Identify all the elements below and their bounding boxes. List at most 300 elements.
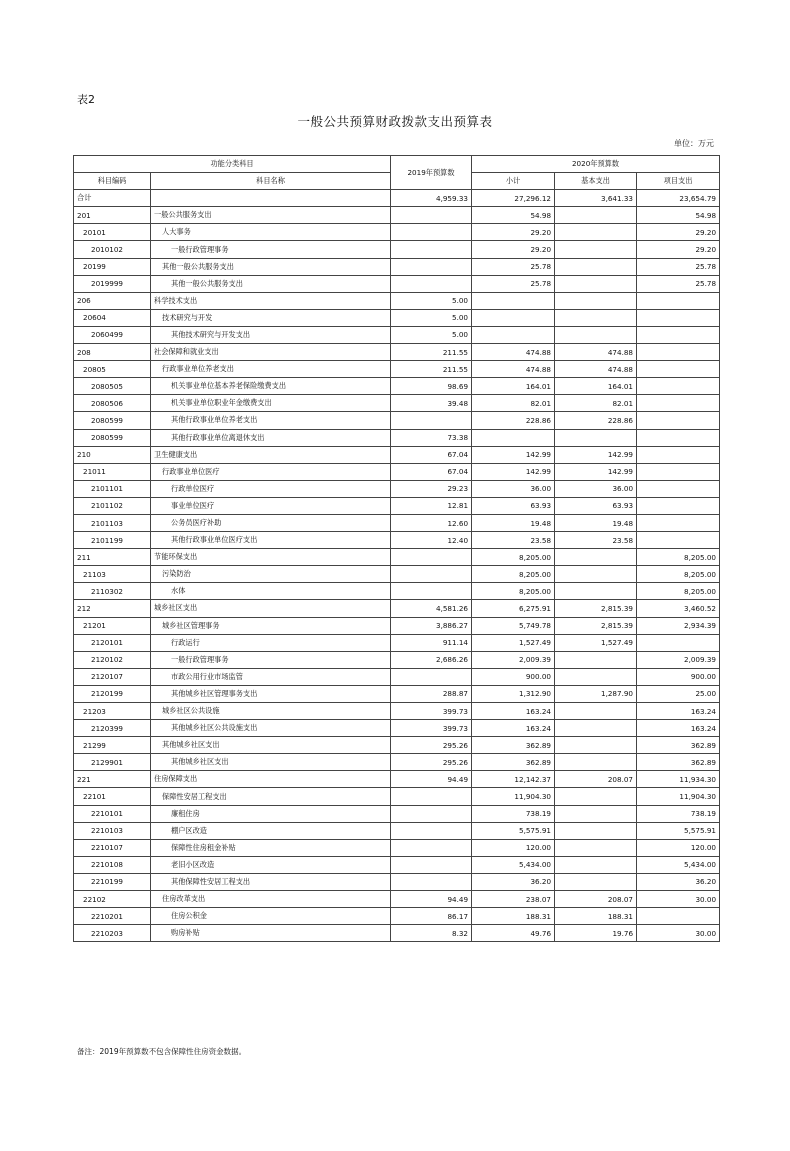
row-subtotal: 11,904.30 (472, 788, 555, 805)
row-budget-2019: 295.26 (391, 754, 472, 771)
row-basic (555, 224, 637, 241)
row-subtotal: 54.98 (472, 207, 555, 224)
row-name: 城乡社区公共设施 (151, 703, 391, 720)
table-row (74, 891, 720, 908)
row-project (637, 634, 720, 651)
row-basic (555, 566, 637, 583)
row-code: 212 (74, 600, 151, 617)
row-name: 棚户区改造 (151, 822, 391, 839)
row-budget-2019: 399.73 (391, 703, 472, 720)
row-basic: 23.58 (555, 532, 637, 549)
row-name: 购房补贴 (151, 925, 391, 942)
row-name: 老旧小区改造 (151, 856, 391, 873)
row-code: 2120107 (74, 668, 151, 685)
table-row (74, 207, 720, 224)
row-project: 362.89 (637, 754, 720, 771)
row-code: 2120199 (74, 685, 151, 702)
row-code: 2120399 (74, 720, 151, 737)
row-basic (555, 583, 637, 600)
row-code: 2210103 (74, 822, 151, 839)
row-project: 8,205.00 (637, 549, 720, 566)
row-subtotal (472, 292, 555, 309)
row-subtotal: 228.86 (472, 412, 555, 429)
row-budget-2019: 86.17 (391, 908, 472, 925)
row-basic: 1,287.90 (555, 685, 637, 702)
table-row (74, 583, 720, 600)
row-subtotal: 164.01 (472, 378, 555, 395)
row-subtotal: 142.99 (472, 463, 555, 480)
row-subtotal: 25.78 (472, 275, 555, 292)
row-budget-2019 (391, 207, 472, 224)
row-budget-2019: 39.48 (391, 395, 472, 412)
table-row (74, 839, 720, 856)
row-code: 2120102 (74, 651, 151, 668)
row-budget-2019: 399.73 (391, 720, 472, 737)
row-subtotal: 6,275.91 (472, 600, 555, 617)
budget-table (73, 155, 720, 942)
row-project: 23,654.79 (637, 190, 720, 207)
row-project (637, 480, 720, 497)
row-name: 城乡社区管理事务 (151, 617, 391, 634)
table-row (74, 668, 720, 685)
row-name: 人大事务 (151, 224, 391, 241)
row-budget-2019: 12.60 (391, 514, 472, 531)
row-project: 30.00 (637, 925, 720, 942)
row-code: 2101101 (74, 480, 151, 497)
table-row (74, 309, 720, 326)
row-code: 20101 (74, 224, 151, 241)
row-subtotal (472, 309, 555, 326)
row-budget-2019: 12.40 (391, 532, 472, 549)
table-row (74, 925, 720, 942)
table-row (74, 720, 720, 737)
row-project: 362.89 (637, 737, 720, 754)
row-code: 208 (74, 344, 151, 361)
row-basic (555, 856, 637, 873)
row-code: 21201 (74, 617, 151, 634)
row-project: 738.19 (637, 805, 720, 822)
row-budget-2019: 211.55 (391, 361, 472, 378)
unit-label: 单位：万元 (674, 139, 714, 148)
row-budget-2019 (391, 873, 472, 890)
row-project (637, 412, 720, 429)
row-code: 2010102 (74, 241, 151, 258)
row-code: 2101103 (74, 514, 151, 531)
row-name: 其他城乡社区支出 (151, 737, 391, 754)
row-budget-2019: 5.00 (391, 292, 472, 309)
row-budget-2019 (391, 805, 472, 822)
row-budget-2019 (391, 412, 472, 429)
row-project: 2,009.39 (637, 651, 720, 668)
row-budget-2019: 94.49 (391, 771, 472, 788)
row-project (637, 497, 720, 514)
row-subtotal: 25.78 (472, 258, 555, 275)
row-basic (555, 258, 637, 275)
row-subtotal: 1,312.90 (472, 685, 555, 702)
row-name: 一般行政管理事务 (151, 651, 391, 668)
row-code: 2101199 (74, 532, 151, 549)
row-subtotal: 474.88 (472, 344, 555, 361)
row-project (637, 326, 720, 343)
table-row (74, 275, 720, 292)
code-header: 科目编码 (74, 173, 151, 190)
table-row (74, 651, 720, 668)
row-project (637, 378, 720, 395)
table-row (74, 873, 720, 890)
row-budget-2019: 29.23 (391, 480, 472, 497)
row-subtotal: 29.20 (472, 241, 555, 258)
table-row (74, 326, 720, 343)
row-budget-2019: 911.14 (391, 634, 472, 651)
row-name: 机关事业单位职业年金缴费支出 (151, 395, 391, 412)
row-subtotal: 238.07 (472, 891, 555, 908)
row-name: 保障性安居工程支出 (151, 788, 391, 805)
row-code: 2210107 (74, 839, 151, 856)
table-row (74, 497, 720, 514)
row-budget-2019: 5.00 (391, 309, 472, 326)
row-project: 54.98 (637, 207, 720, 224)
row-project: 25.78 (637, 275, 720, 292)
row-subtotal: 2,009.39 (472, 651, 555, 668)
row-code: 2210203 (74, 925, 151, 942)
row-basic: 19.76 (555, 925, 637, 942)
row-name: 事业单位医疗 (151, 497, 391, 514)
row-project: 11,934.30 (637, 771, 720, 788)
project-header: 项目支出 (637, 173, 720, 190)
row-budget-2019: 4,581.26 (391, 600, 472, 617)
row-project: 29.20 (637, 224, 720, 241)
row-budget-2019: 211.55 (391, 344, 472, 361)
row-code: 20199 (74, 258, 151, 275)
row-budget-2019: 3,886.27 (391, 617, 472, 634)
row-code: 2080506 (74, 395, 151, 412)
row-name: 行政事业单位养老支出 (151, 361, 391, 378)
table-body (74, 190, 720, 942)
row-project (637, 463, 720, 480)
row-basic (555, 822, 637, 839)
table-row (74, 822, 720, 839)
table-row (74, 788, 720, 805)
row-budget-2019: 295.26 (391, 737, 472, 754)
row-budget-2019 (391, 822, 472, 839)
row-name: 其他技术研究与开发支出 (151, 326, 391, 343)
row-name: 其他城乡社区公共设施支出 (151, 720, 391, 737)
row-project (637, 514, 720, 531)
table-header (74, 156, 720, 190)
table-row (74, 344, 720, 361)
row-code: 2210101 (74, 805, 151, 822)
row-basic (555, 788, 637, 805)
row-subtotal: 8,205.00 (472, 549, 555, 566)
row-basic (555, 207, 637, 224)
row-code: 21011 (74, 463, 151, 480)
table-row (74, 190, 720, 207)
table-row (74, 685, 720, 702)
row-code: 21299 (74, 737, 151, 754)
row-budget-2019 (391, 668, 472, 685)
row-project: 8,205.00 (637, 566, 720, 583)
row-name: 市政公用行业市场监管 (151, 668, 391, 685)
row-budget-2019 (391, 549, 472, 566)
table-row (74, 600, 720, 617)
row-basic: 142.99 (555, 463, 637, 480)
row-subtotal: 362.89 (472, 737, 555, 754)
row-subtotal: 1,527.49 (472, 634, 555, 651)
table-row (74, 241, 720, 258)
row-name: 科学技术支出 (151, 292, 391, 309)
row-code: 221 (74, 771, 151, 788)
row-code: 20604 (74, 309, 151, 326)
row-project: 5,434.00 (637, 856, 720, 873)
table-row (74, 429, 720, 446)
row-project (637, 446, 720, 463)
table-row (74, 771, 720, 788)
row-basic: 208.07 (555, 891, 637, 908)
row-basic (555, 309, 637, 326)
row-subtotal: 8,205.00 (472, 583, 555, 600)
row-basic (555, 326, 637, 343)
row-name: 技术研究与开发 (151, 309, 391, 326)
row-name: 一般公共服务支出 (151, 207, 391, 224)
budget-2020-header: 2020年预算数 (472, 156, 720, 173)
table-row (74, 634, 720, 651)
row-name (151, 190, 391, 207)
row-code: 合计 (74, 190, 151, 207)
row-name: 社会保障和就业支出 (151, 344, 391, 361)
row-code: 2210201 (74, 908, 151, 925)
row-project: 8,205.00 (637, 583, 720, 600)
row-basic: 63.93 (555, 497, 637, 514)
row-project: 36.20 (637, 873, 720, 890)
table-row (74, 532, 720, 549)
row-basic (555, 668, 637, 685)
row-project: 29.20 (637, 241, 720, 258)
row-code: 2080599 (74, 429, 151, 446)
row-basic: 82.01 (555, 395, 637, 412)
row-project: 25.00 (637, 685, 720, 702)
row-project (637, 908, 720, 925)
table-row (74, 361, 720, 378)
row-budget-2019: 98.69 (391, 378, 472, 395)
row-project (637, 395, 720, 412)
row-basic: 19.48 (555, 514, 637, 531)
table-row (74, 514, 720, 531)
row-subtotal: 142.99 (472, 446, 555, 463)
row-code: 206 (74, 292, 151, 309)
row-subtotal: 362.89 (472, 754, 555, 771)
row-project (637, 309, 720, 326)
row-project: 3,460.52 (637, 600, 720, 617)
row-name: 公务员医疗补助 (151, 514, 391, 531)
row-budget-2019 (391, 566, 472, 583)
row-project (637, 361, 720, 378)
table-row (74, 703, 720, 720)
row-basic: 142.99 (555, 446, 637, 463)
row-basic: 208.07 (555, 771, 637, 788)
table-row (74, 378, 720, 395)
row-subtotal: 738.19 (472, 805, 555, 822)
row-subtotal (472, 326, 555, 343)
row-subtotal: 163.24 (472, 703, 555, 720)
table-row (74, 549, 720, 566)
row-budget-2019 (391, 839, 472, 856)
subtotal-header: 小计 (472, 173, 555, 190)
row-code: 2080599 (74, 412, 151, 429)
row-name: 其他一般公共服务支出 (151, 258, 391, 275)
row-code: 2210108 (74, 856, 151, 873)
footnote: 备注：2019年预算数不包含保障性住房资金数据。 (77, 1047, 247, 1056)
row-basic (555, 651, 637, 668)
row-name: 其他行政事业单位医疗支出 (151, 532, 391, 549)
row-project: 163.24 (637, 720, 720, 737)
table-row (74, 463, 720, 480)
row-basic (555, 873, 637, 890)
row-name: 住房公积金 (151, 908, 391, 925)
table-row (74, 908, 720, 925)
row-subtotal: 5,434.00 (472, 856, 555, 873)
row-name: 行政事业单位医疗 (151, 463, 391, 480)
row-name: 节能环保支出 (151, 549, 391, 566)
budget-2019-header: 2019年预算数 (391, 156, 472, 190)
row-budget-2019: 8.32 (391, 925, 472, 942)
table-row (74, 446, 720, 463)
row-project: 11,904.30 (637, 788, 720, 805)
row-basic (555, 839, 637, 856)
row-basic: 3,641.33 (555, 190, 637, 207)
row-code: 22102 (74, 891, 151, 908)
row-name: 污染防治 (151, 566, 391, 583)
row-subtotal: 19.48 (472, 514, 555, 531)
row-budget-2019: 2,686.26 (391, 651, 472, 668)
table-row (74, 754, 720, 771)
row-basic: 474.88 (555, 361, 637, 378)
row-name: 机关事业单位基本养老保险缴费支出 (151, 378, 391, 395)
row-subtotal: 36.00 (472, 480, 555, 497)
row-project: 5,575.91 (637, 822, 720, 839)
row-budget-2019: 67.04 (391, 446, 472, 463)
row-subtotal: 23.58 (472, 532, 555, 549)
table-number: 表2 (77, 93, 95, 106)
row-basic: 2,815.39 (555, 617, 637, 634)
row-code: 22101 (74, 788, 151, 805)
row-budget-2019 (391, 258, 472, 275)
row-subtotal: 900.00 (472, 668, 555, 685)
row-budget-2019 (391, 224, 472, 241)
row-basic (555, 805, 637, 822)
row-basic (555, 429, 637, 446)
row-subtotal: 120.00 (472, 839, 555, 856)
row-subtotal: 49.76 (472, 925, 555, 942)
row-code: 20805 (74, 361, 151, 378)
row-budget-2019: 67.04 (391, 463, 472, 480)
row-budget-2019: 94.49 (391, 891, 472, 908)
row-subtotal: 5,749.78 (472, 617, 555, 634)
row-name: 一般行政管理事务 (151, 241, 391, 258)
row-basic (555, 754, 637, 771)
row-name: 其他城乡社区支出 (151, 754, 391, 771)
row-code: 210 (74, 446, 151, 463)
row-project: 2,934.39 (637, 617, 720, 634)
row-subtotal: 474.88 (472, 361, 555, 378)
table-row (74, 480, 720, 497)
row-budget-2019 (391, 241, 472, 258)
table-row (74, 805, 720, 822)
name-header: 科目名称 (151, 173, 391, 190)
row-subtotal: 12,142.37 (472, 771, 555, 788)
row-project: 25.78 (637, 258, 720, 275)
row-name: 行政运行 (151, 634, 391, 651)
row-name: 其他一般公共服务支出 (151, 275, 391, 292)
row-name: 卫生健康支出 (151, 446, 391, 463)
row-basic: 2,815.39 (555, 600, 637, 617)
row-name: 住房改革支出 (151, 891, 391, 908)
row-code: 2101102 (74, 497, 151, 514)
row-basic: 228.86 (555, 412, 637, 429)
row-subtotal: 27,296.12 (472, 190, 555, 207)
row-project (637, 344, 720, 361)
row-basic (555, 292, 637, 309)
row-name: 其他行政事业单位离退休支出 (151, 429, 391, 446)
row-subtotal: 36.20 (472, 873, 555, 890)
row-code: 2060499 (74, 326, 151, 343)
row-budget-2019: 288.87 (391, 685, 472, 702)
row-code: 2019999 (74, 275, 151, 292)
row-budget-2019: 5.00 (391, 326, 472, 343)
row-basic: 474.88 (555, 344, 637, 361)
table-row (74, 566, 720, 583)
row-code: 2080505 (74, 378, 151, 395)
row-code: 21103 (74, 566, 151, 583)
row-subtotal: 5,575.91 (472, 822, 555, 839)
row-basic: 164.01 (555, 378, 637, 395)
row-budget-2019 (391, 275, 472, 292)
row-budget-2019: 73.38 (391, 429, 472, 446)
row-name: 其他城乡社区管理事务支出 (151, 685, 391, 702)
table-row (74, 258, 720, 275)
row-project: 120.00 (637, 839, 720, 856)
row-subtotal: 82.01 (472, 395, 555, 412)
row-budget-2019: 4,959.33 (391, 190, 472, 207)
row-project (637, 292, 720, 309)
row-project: 163.24 (637, 703, 720, 720)
row-project: 30.00 (637, 891, 720, 908)
row-budget-2019 (391, 583, 472, 600)
row-code: 2210199 (74, 873, 151, 890)
table-row (74, 224, 720, 241)
row-basic: 188.31 (555, 908, 637, 925)
row-basic (555, 241, 637, 258)
row-basic: 36.00 (555, 480, 637, 497)
row-subtotal: 8,205.00 (472, 566, 555, 583)
row-subtotal: 29.20 (472, 224, 555, 241)
row-basic (555, 737, 637, 754)
functional-group-header: 功能分类科目 (74, 156, 391, 173)
row-project (637, 532, 720, 549)
row-name: 保障性住房租金补贴 (151, 839, 391, 856)
row-subtotal: 63.93 (472, 497, 555, 514)
table-row (74, 617, 720, 634)
row-name: 廉租住房 (151, 805, 391, 822)
row-code: 211 (74, 549, 151, 566)
table-row (74, 856, 720, 873)
row-name: 其他保障性安居工程支出 (151, 873, 391, 890)
row-code: 2129901 (74, 754, 151, 771)
row-project: 900.00 (637, 668, 720, 685)
row-name: 其他行政事业单位养老支出 (151, 412, 391, 429)
row-subtotal (472, 429, 555, 446)
row-basic (555, 549, 637, 566)
table-row (74, 737, 720, 754)
